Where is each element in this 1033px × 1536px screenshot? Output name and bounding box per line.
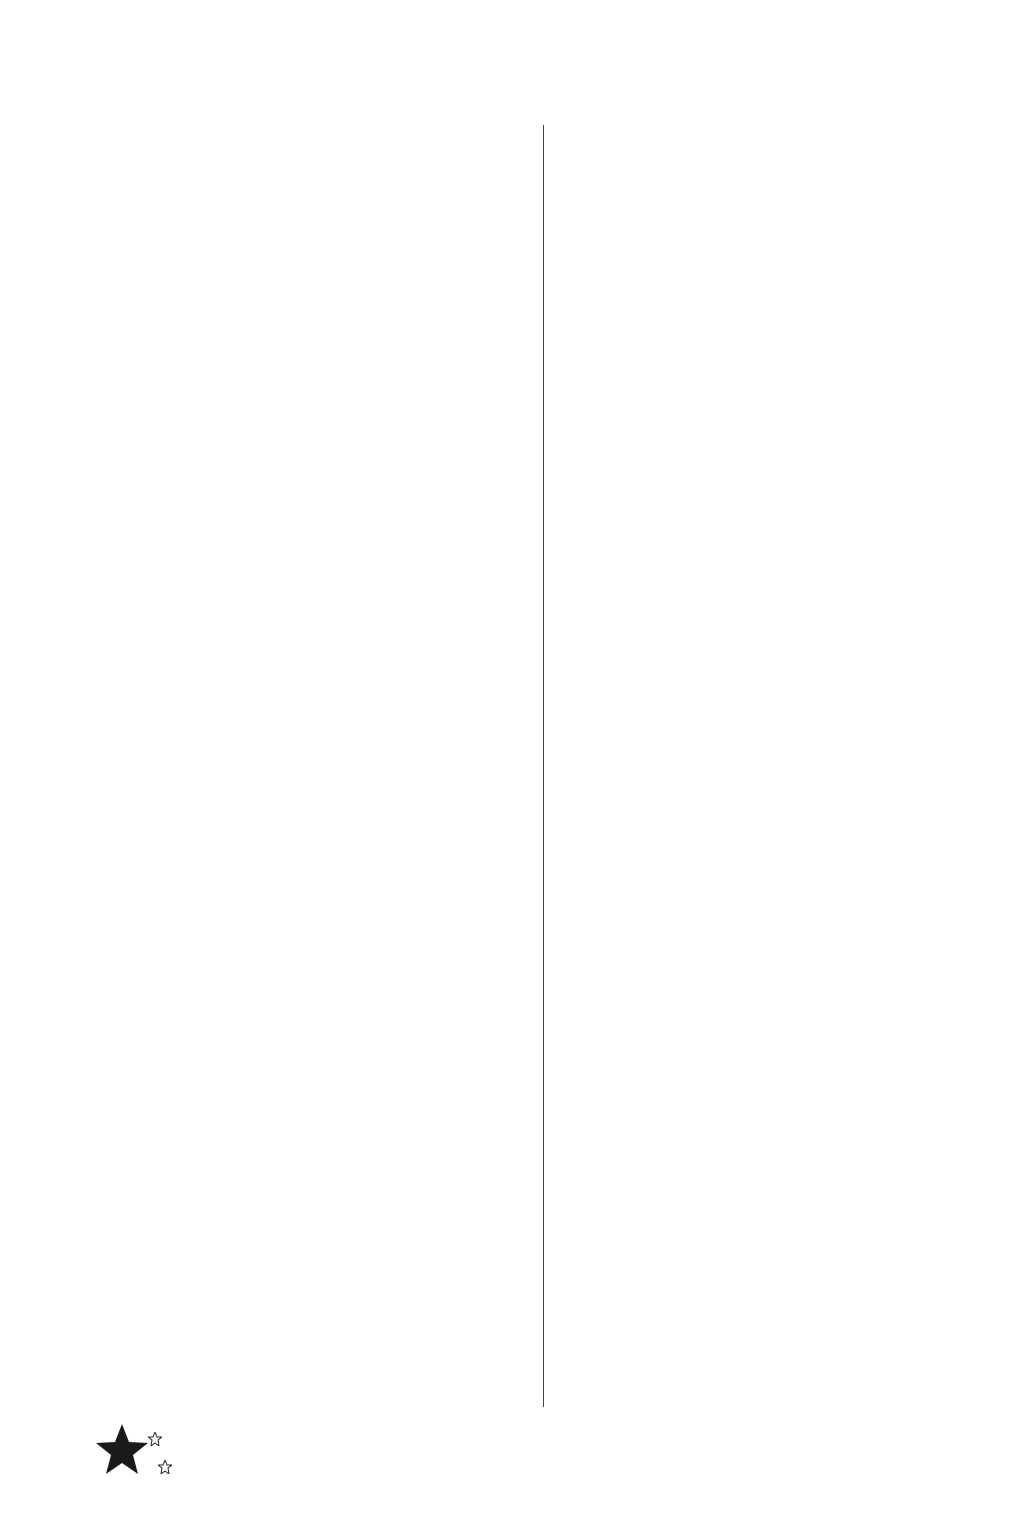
- small-star-icon: [158, 1460, 172, 1474]
- star-icon: [94, 1422, 150, 1478]
- page-number-badge: [94, 1422, 150, 1478]
- small-star-icon: [148, 1432, 162, 1446]
- column-divider: [543, 125, 544, 1407]
- matching-lines-diagram: [580, 1100, 720, 1256]
